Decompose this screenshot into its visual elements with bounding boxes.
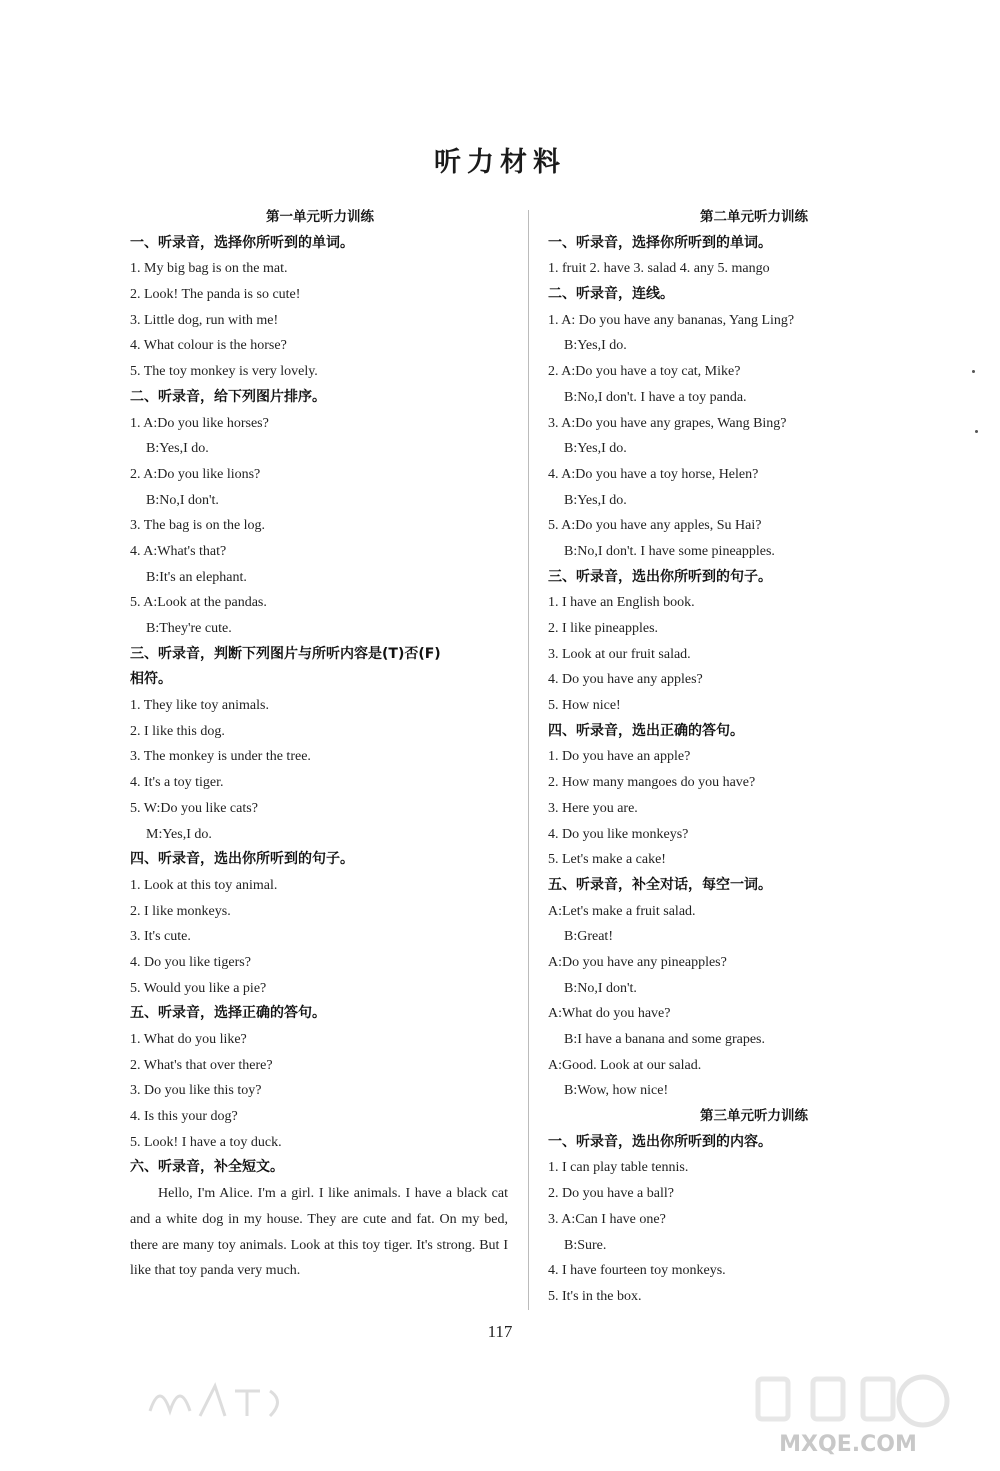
section-heading: 四、听录音，选出你所听到的句子。 xyxy=(130,851,354,868)
text-line: 3. Here you are. xyxy=(548,800,638,816)
text-line: 1. fruit 2. have 3. salad 4. any 5. mango xyxy=(548,261,770,277)
text-line: 3. The monkey is under the tree. xyxy=(130,749,311,765)
text-line: 4. What colour is the horse? xyxy=(130,338,287,354)
text-line: 4. Do you have any apples? xyxy=(548,672,703,688)
scan-dot xyxy=(972,370,975,373)
text-line: 2. Do you have a ball? xyxy=(548,1186,674,1202)
text-line: 2. A:Do you have a toy cat, Mike? xyxy=(548,364,741,380)
text-line: 1. I can play table tennis. xyxy=(548,1160,689,1176)
text-line: 4. Do you like tigers? xyxy=(130,954,251,970)
text-line: 4. A:What's that? xyxy=(130,543,227,559)
text-line: 5. How nice! xyxy=(548,698,621,714)
text-line: B:Sure. xyxy=(564,1237,607,1253)
text-line: 2. Look! The panda is so cute! xyxy=(130,287,301,303)
text-line: B:It's an elephant. xyxy=(146,569,247,585)
text-line: 1. What do you like? xyxy=(130,1032,247,1047)
unit-title: 第三单元听力训练 xyxy=(700,1108,808,1125)
page-number: 117 xyxy=(487,1322,513,1341)
text-line: 2. I like monkeys. xyxy=(130,903,231,919)
text-line: B:Yes,I do. xyxy=(564,338,627,354)
text-line: B:Yes,I do. xyxy=(146,441,209,457)
text-line: 2. I like pineapples. xyxy=(548,621,659,636)
watermark-url: MXQE.COM xyxy=(779,1432,917,1457)
unit-title: 第一单元听力训练 xyxy=(266,209,374,225)
text-line: 5. A:Look at the pandas. xyxy=(130,595,267,611)
section-heading: 一、听录音，选择你所听到的单词。 xyxy=(548,234,772,251)
section-heading: 六、听录音，补全短文。 xyxy=(130,1159,284,1176)
watermark-graphic xyxy=(718,1369,978,1459)
section-heading: 二、听录音，连线。 xyxy=(548,286,674,303)
text-line: 3. Do you like this toy? xyxy=(130,1083,262,1099)
right-column xyxy=(548,205,960,1310)
text-line: B:I have a banana and some grapes. xyxy=(564,1032,765,1047)
text-line: 4. Do you like monkeys? xyxy=(548,826,689,842)
text-line: 1. My big bag is on the mat. xyxy=(130,261,288,277)
section-heading: 四、听录音，选出正确的答句。 xyxy=(548,722,744,739)
faint-stamp-logo xyxy=(140,1371,300,1431)
section-heading: 一、听录音，选择你所听到的单词。 xyxy=(130,234,354,251)
text-line: 3. The bag is on the log. xyxy=(130,518,266,534)
text-line: B:No,I don't. xyxy=(146,492,219,508)
text-line: B:Yes,I do. xyxy=(564,441,627,457)
text-line: 1. They like toy animals. xyxy=(130,698,269,714)
text-line: B:Yes,I do. xyxy=(564,492,627,508)
text-line: 2. How many mangoes do you have? xyxy=(548,775,756,791)
text-line: 1. A: Do you have any bananas, Yang Ling? xyxy=(548,312,795,328)
text-line: 1. A:Do you like horses? xyxy=(130,415,269,431)
text-line: 5. Would you like a pie? xyxy=(130,980,267,996)
scan-dot xyxy=(975,430,978,433)
text-line: 2. What's that over there? xyxy=(130,1057,273,1073)
left-column xyxy=(130,205,510,1284)
text-line: A:Let's make a fruit salad. xyxy=(548,903,696,919)
text-line: 1. I have an English book. xyxy=(548,595,695,611)
text-line: 3. It's cute. xyxy=(130,929,191,945)
text-line: B:Wow, how nice! xyxy=(564,1083,669,1099)
text-line: 5. Look! I have a toy duck. xyxy=(130,1134,282,1150)
text-line: M:Yes,I do. xyxy=(146,826,212,842)
text-line: 2. A:Do you like lions? xyxy=(130,466,261,482)
section-heading: 二、听录音，给下列图片排序。 xyxy=(130,388,326,405)
text-line: 3. Little dog, run with me! xyxy=(130,312,279,328)
text-line: B:They're cute. xyxy=(146,621,232,636)
unit-title: 第二单元听力训练 xyxy=(700,209,808,225)
text-line: 3. Look at our fruit salad. xyxy=(548,646,691,662)
text-line: 5. It's in the box. xyxy=(548,1288,642,1304)
text-line: 3. A:Do you have any grapes, Wang Bing? xyxy=(548,415,787,431)
text-line: 4. It's a toy tiger. xyxy=(130,775,224,791)
text-line: 4. I have fourteen toy monkeys. xyxy=(548,1263,726,1279)
passage-paragraph: Hello, I'm Alice. I'm a girl. I like animals. I have a black cat and a white dog in my house. They are cute and fat. On my bed, there are many toy animals. Look at this toy tiger. It's strong. But I like that toy panda very much. xyxy=(130,1186,508,1279)
text-line: 1. Look at this toy animal. xyxy=(130,877,278,893)
text-line: B:Great! xyxy=(564,929,613,945)
text-line: 4. Is this your dog? xyxy=(130,1109,238,1125)
section-heading: 三、听录音，选出你所听到的句子。 xyxy=(548,568,772,585)
text-line: A:Good. Look at our salad. xyxy=(548,1057,702,1073)
text-line: A:Do you have any pineapples? xyxy=(548,954,727,970)
column-divider xyxy=(528,210,529,1310)
text-line: 5. Let's make a cake! xyxy=(548,852,666,868)
text-line: B:No,I don't. I have a toy panda. xyxy=(564,389,747,405)
text-line: B:No,I don't. I have some pineapples. xyxy=(564,543,775,559)
section-heading: 五、听录音，选择正确的答句。 xyxy=(130,1005,326,1022)
section-heading: 五、听录音，补全对话，每空一词。 xyxy=(548,876,772,893)
section-heading-cont: 相符。 xyxy=(130,671,172,688)
text-line: 3. A:Can I have one? xyxy=(548,1211,666,1227)
text-line: 5. W:Do you like cats? xyxy=(130,800,258,816)
watermark-logo xyxy=(718,1369,978,1459)
text-line: B:No,I don't. xyxy=(564,980,637,996)
stamp-graphic xyxy=(140,1371,300,1431)
text-line: 1. Do you have an apple? xyxy=(548,749,691,765)
text-line: 5. The toy monkey is very lovely. xyxy=(130,364,318,380)
section-heading: 一、听录音，选出你所听到的内容。 xyxy=(548,1133,772,1150)
text-line: 5. A:Do you have any apples, Su Hai? xyxy=(548,518,762,534)
page-title: 听力材料 xyxy=(434,147,566,178)
text-line: 2. I like this dog. xyxy=(130,723,225,739)
text-line: 4. A:Do you have a toy horse, Helen? xyxy=(548,466,759,482)
section-heading: 三、听录音，判断下列图片与所听内容是(T)否(F) xyxy=(130,645,441,662)
text-line: A:What do you have? xyxy=(548,1006,671,1022)
